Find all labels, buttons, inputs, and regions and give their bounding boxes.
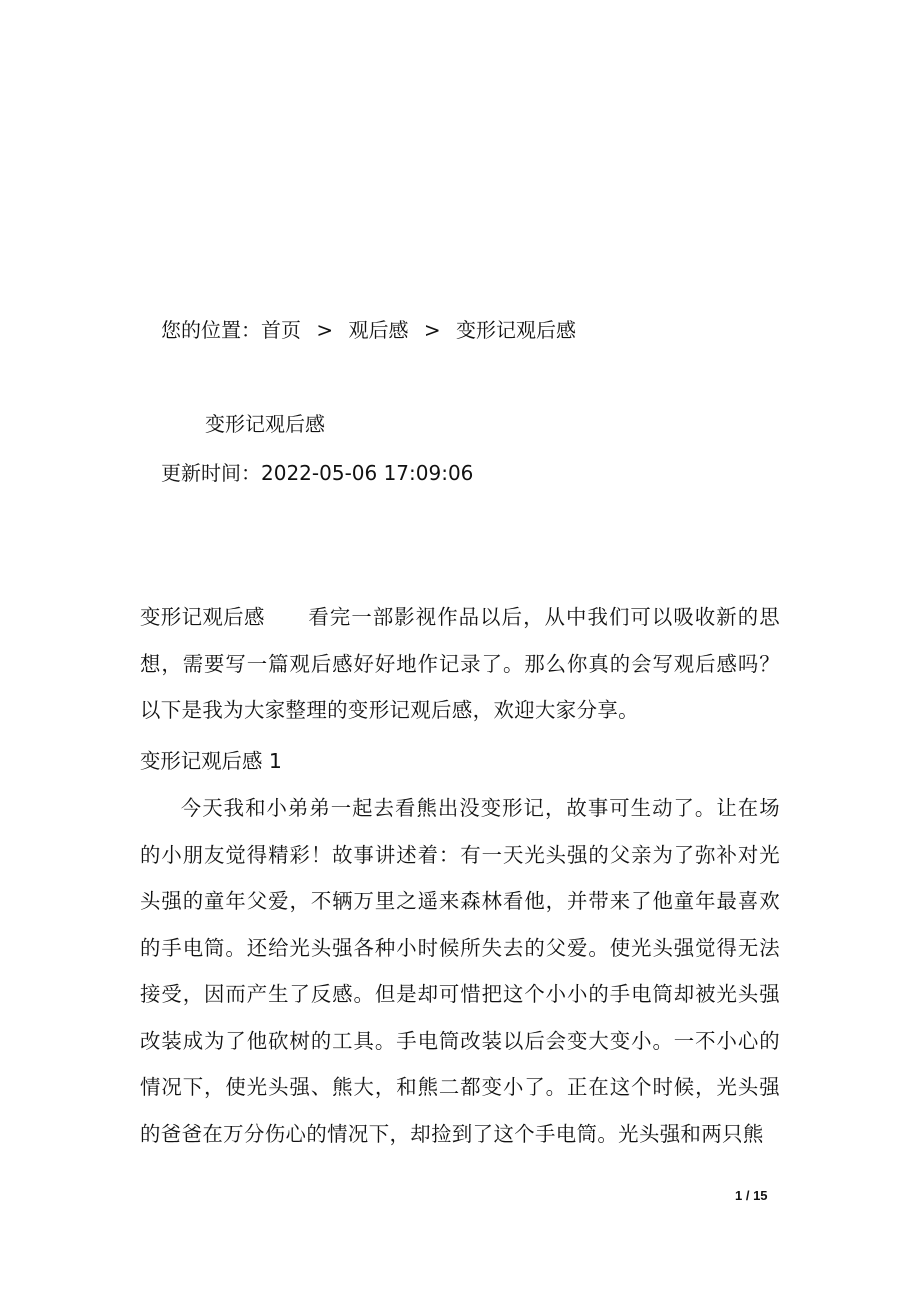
update-time: 更新时间：2022-05-06 17:09:06 (161, 461, 474, 485)
breadcrumb-home[interactable]: 您的位置：首页 (161, 318, 301, 342)
intro-text: 看完一部影视作品以后，从中我们可以吸收新的思想，需要写一篇观后感好好地作记录了。那么你真的会写观后感吗？以下是我为大家整理的变形记观后感，欢迎大家分享。 (140, 605, 780, 722)
breadcrumb (161, 313, 576, 347)
intro-lead: 变形记观后感 (140, 605, 265, 629)
page-title: 变形记观后感 (205, 412, 325, 436)
story-paragraph: 今天我和小弟弟一起去看熊出没变形记，故事可生动了。让在场的小朋友觉得精彩！故事讲述着：有一天光头强的父亲为了弥补对光头强的童年父爱，不辆万里之遥来森林看他，并带来了他童年最喜欢的手电筒。还给光头强各种小时候所失去的父爱。使光头强觉得无法接受，因而产生了反感。但是却可惜把这个小小的手电筒却被光头强改装成为了他砍树的工具。手电筒改装以后会变大变小。一不小心的情况下，使光头强、熊大，和熊二都变小了。正在这个时候，光头强的爸爸在万分伤心的情况下，却捡到了这个手电筒。光头强和两只熊 (140, 796, 780, 1146)
breadcrumb-current: 变形记观后感 (455, 318, 576, 342)
page-number: 1 / 15 (735, 1188, 768, 1203)
intro-paragraph (140, 594, 780, 734)
section-heading: 变形记观后感 1 (140, 749, 282, 773)
breadcrumb-category[interactable]: 观后感 (348, 318, 409, 342)
breadcrumb-separator: > (423, 318, 441, 342)
breadcrumb-separator: > (316, 318, 334, 342)
